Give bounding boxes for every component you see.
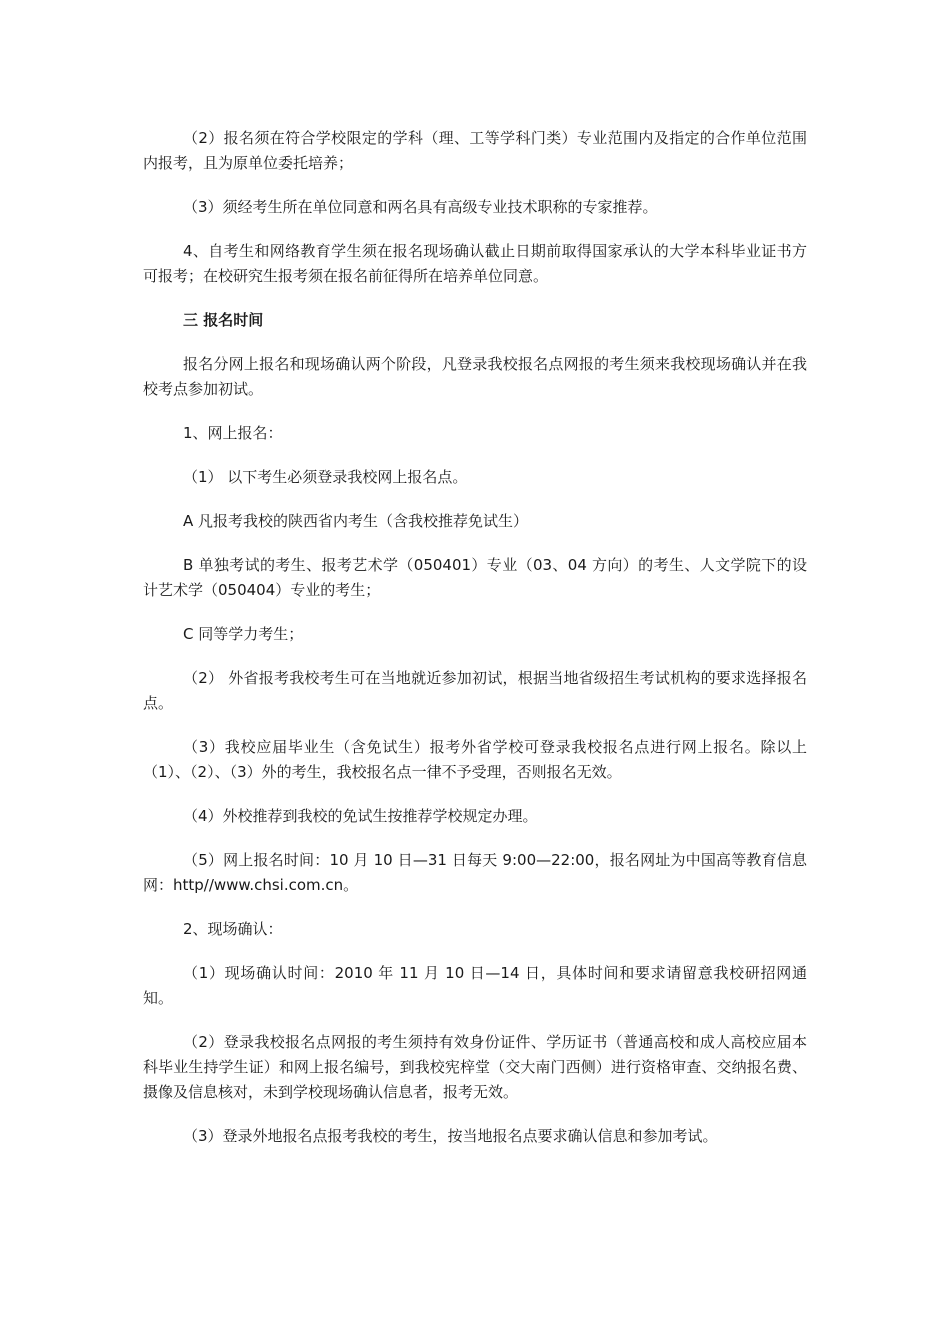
paragraph-online-a: A 凡报考我校的陕西省内考生（含我校推荐免试生）	[183, 512, 529, 530]
paragraph-online-2: （2） 外省报考我校考生可在当地就近参加初试，根据当地省级招生考试机构的要求选择报名点。	[143, 669, 807, 712]
paragraph-onsite-2: （2）登录我校报名点网报的考生须持有效身份证件、学历证书（普通高校和成人高校应届本科毕业生持学生证）和网上报名编号，到我校宪梓堂（交大南门西侧）进行资格审查、交纳报名费、摄像及信息核对，未到学校现场确认信息者，报考无效。	[143, 1033, 807, 1101]
paragraph-online-5: （5）网上报名时间：10 月 10 日—31 日每天 9:00—22:00，报名网址为中国高等教育信息网：http//www.chsi.com.cn。	[143, 851, 807, 894]
paragraph-4-self-study: 4、自考生和网络教育学生须在报名现场确认截止日期前取得国家承认的大学本科毕业证书方可报考；在校研究生报考须在报名前征得所在培养单位同意。	[143, 242, 807, 285]
subheading-onsite-confirmation: 2、现场确认：	[183, 920, 283, 938]
paragraph-3-recommendation: （3）须经考生所在单位同意和两名具有高级专业技术职称的专家推荐。	[183, 198, 658, 216]
section-heading-registration-time: 三 报名时间	[183, 311, 264, 329]
document-page	[143, 126, 807, 1168]
paragraph-online-4: （4）外校推荐到我校的免试生按推荐学校规定办理。	[183, 807, 538, 825]
paragraph-2-scope: （2）报名须在符合学校限定的学科（理、工等学科门类）专业范围内及指定的合作单位范围内报考，且为原单位委托培养；	[143, 129, 807, 172]
paragraph-online-1: （1） 以下考生必须登录我校网上报名点。	[183, 468, 468, 486]
paragraph-onsite-1: （1）现场确认时间：2010 年 11 月 10 日—14 日，具体时间和要求请留意我校研招网通知。	[143, 964, 807, 1007]
paragraph-online-3: （3）我校应届毕业生（含免试生）报考外省学校可登录我校报名点进行网上报名。除以上（1）、（2）、（3）外的考生，我校报名点一律不予受理，否则报名无效。	[143, 738, 807, 781]
paragraph-onsite-3: （3）登录外地报名点报考我校的考生，按当地报名点要求确认信息和参加考试。	[183, 1127, 718, 1145]
paragraph-registration-stages: 报名分网上报名和现场确认两个阶段，凡登录我校报名点网报的考生须来我校现场确认并在我校考点参加初试。	[143, 355, 807, 398]
subheading-online-registration: 1、网上报名：	[183, 424, 283, 442]
paragraph-online-b: B 单独考试的考生、报考艺术学（050401）专业（03、04 方向）的考生、人文学院下的设计艺术学（050404）专业的考生；	[143, 556, 807, 599]
paragraph-online-c: C 同等学力考生；	[183, 625, 304, 643]
